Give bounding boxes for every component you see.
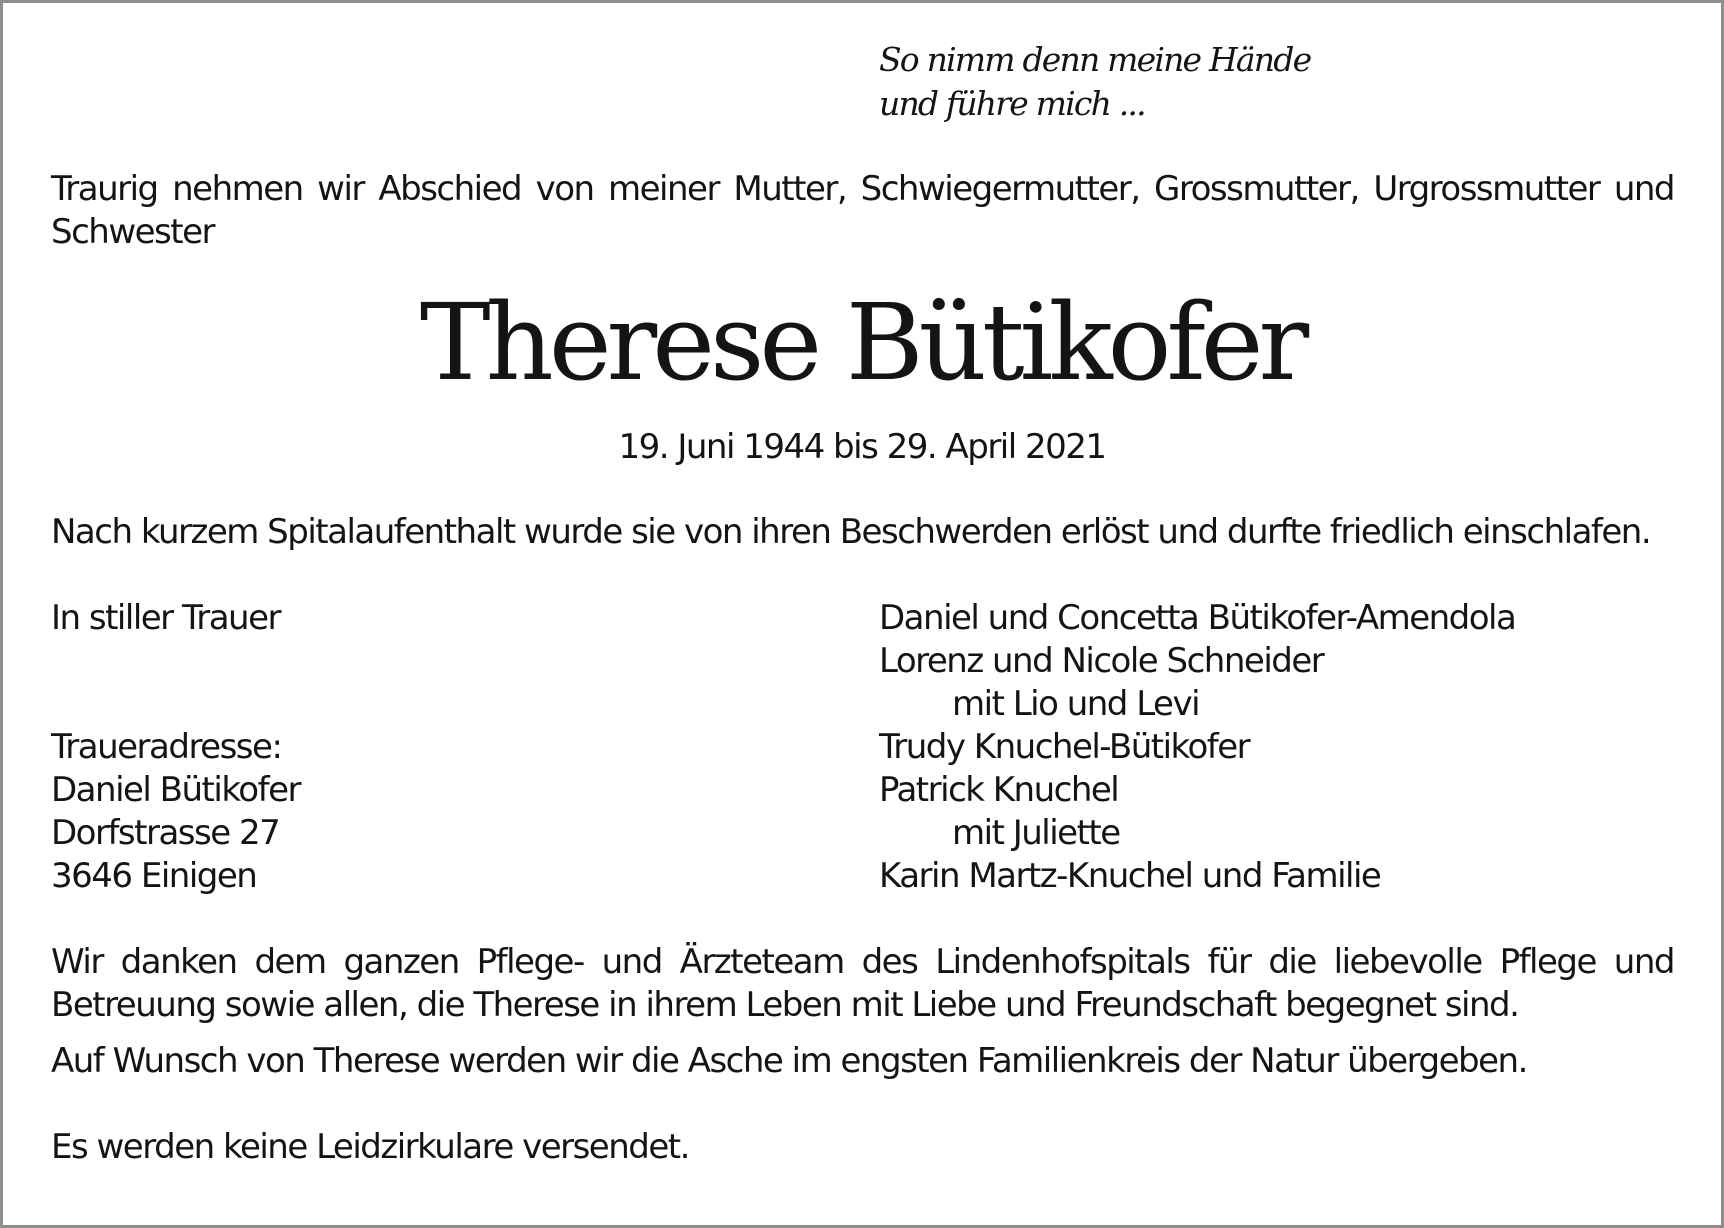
mourner-line: mit Lio und Levi — [952, 684, 1200, 724]
mourner-line: Lorenz und Nicole Schneider — [879, 641, 1324, 681]
mourner-line: Trudy Knuchel-Bütikofer — [879, 727, 1250, 767]
mourners-list — [879, 597, 1515, 898]
motto-line-1: So nimm denn meine Hände — [879, 40, 1311, 79]
mourner-line: Karin Martz-Knuchel und Familie — [879, 856, 1381, 896]
address-city: 3646 Einigen — [51, 856, 257, 896]
motto-line-2: und führe mich ... — [879, 84, 1145, 123]
deceased-name: Therese Bütikofer — [419, 281, 1305, 404]
mourner-line: mit Juliette — [952, 813, 1120, 853]
mourner-line: Patrick Knuchel — [879, 770, 1119, 810]
intro-text: Traurig nehmen wir Abschied von meiner Mutter, Schwiegermutter, Grossmutter, Urgrossmutter und Schwester — [51, 169, 1674, 252]
mourner-line: Daniel und Concetta Bütikofer-Amendola — [879, 598, 1516, 638]
life-dates: 19. Juni 1944 bis 29. April 2021 — [618, 427, 1106, 467]
address-label: Traueradresse: — [51, 727, 282, 767]
address-street: Dorfstrasse 27 — [51, 813, 280, 853]
no-circulars-notice: Es werden keine Leidzirkulare versendet. — [51, 1127, 689, 1167]
motto-verse — [879, 38, 1310, 126]
passing-message: Nach kurzem Spitalaufenthalt wurde sie von ihren Beschwerden erlöst und durfte friedlich einschlafen. — [51, 512, 1651, 552]
thanks-text: Wir danken dem ganzen Pflege- und Ärzteteam des Lindenhofspitals für die liebevolle Pflege und Betreuung sowie allen, die Therese in ihrem Leben mit Liebe und Freundschaft begegnet sind. — [51, 942, 1674, 1025]
mourning-label: In stiller Trauer — [51, 598, 281, 638]
ashes-wish: Auf Wunsch von Therese werden wir die Asche im engsten Familienkreis der Natur übergeben. — [51, 1041, 1527, 1081]
left-column — [51, 597, 300, 898]
address-name: Daniel Bütikofer — [51, 770, 300, 810]
